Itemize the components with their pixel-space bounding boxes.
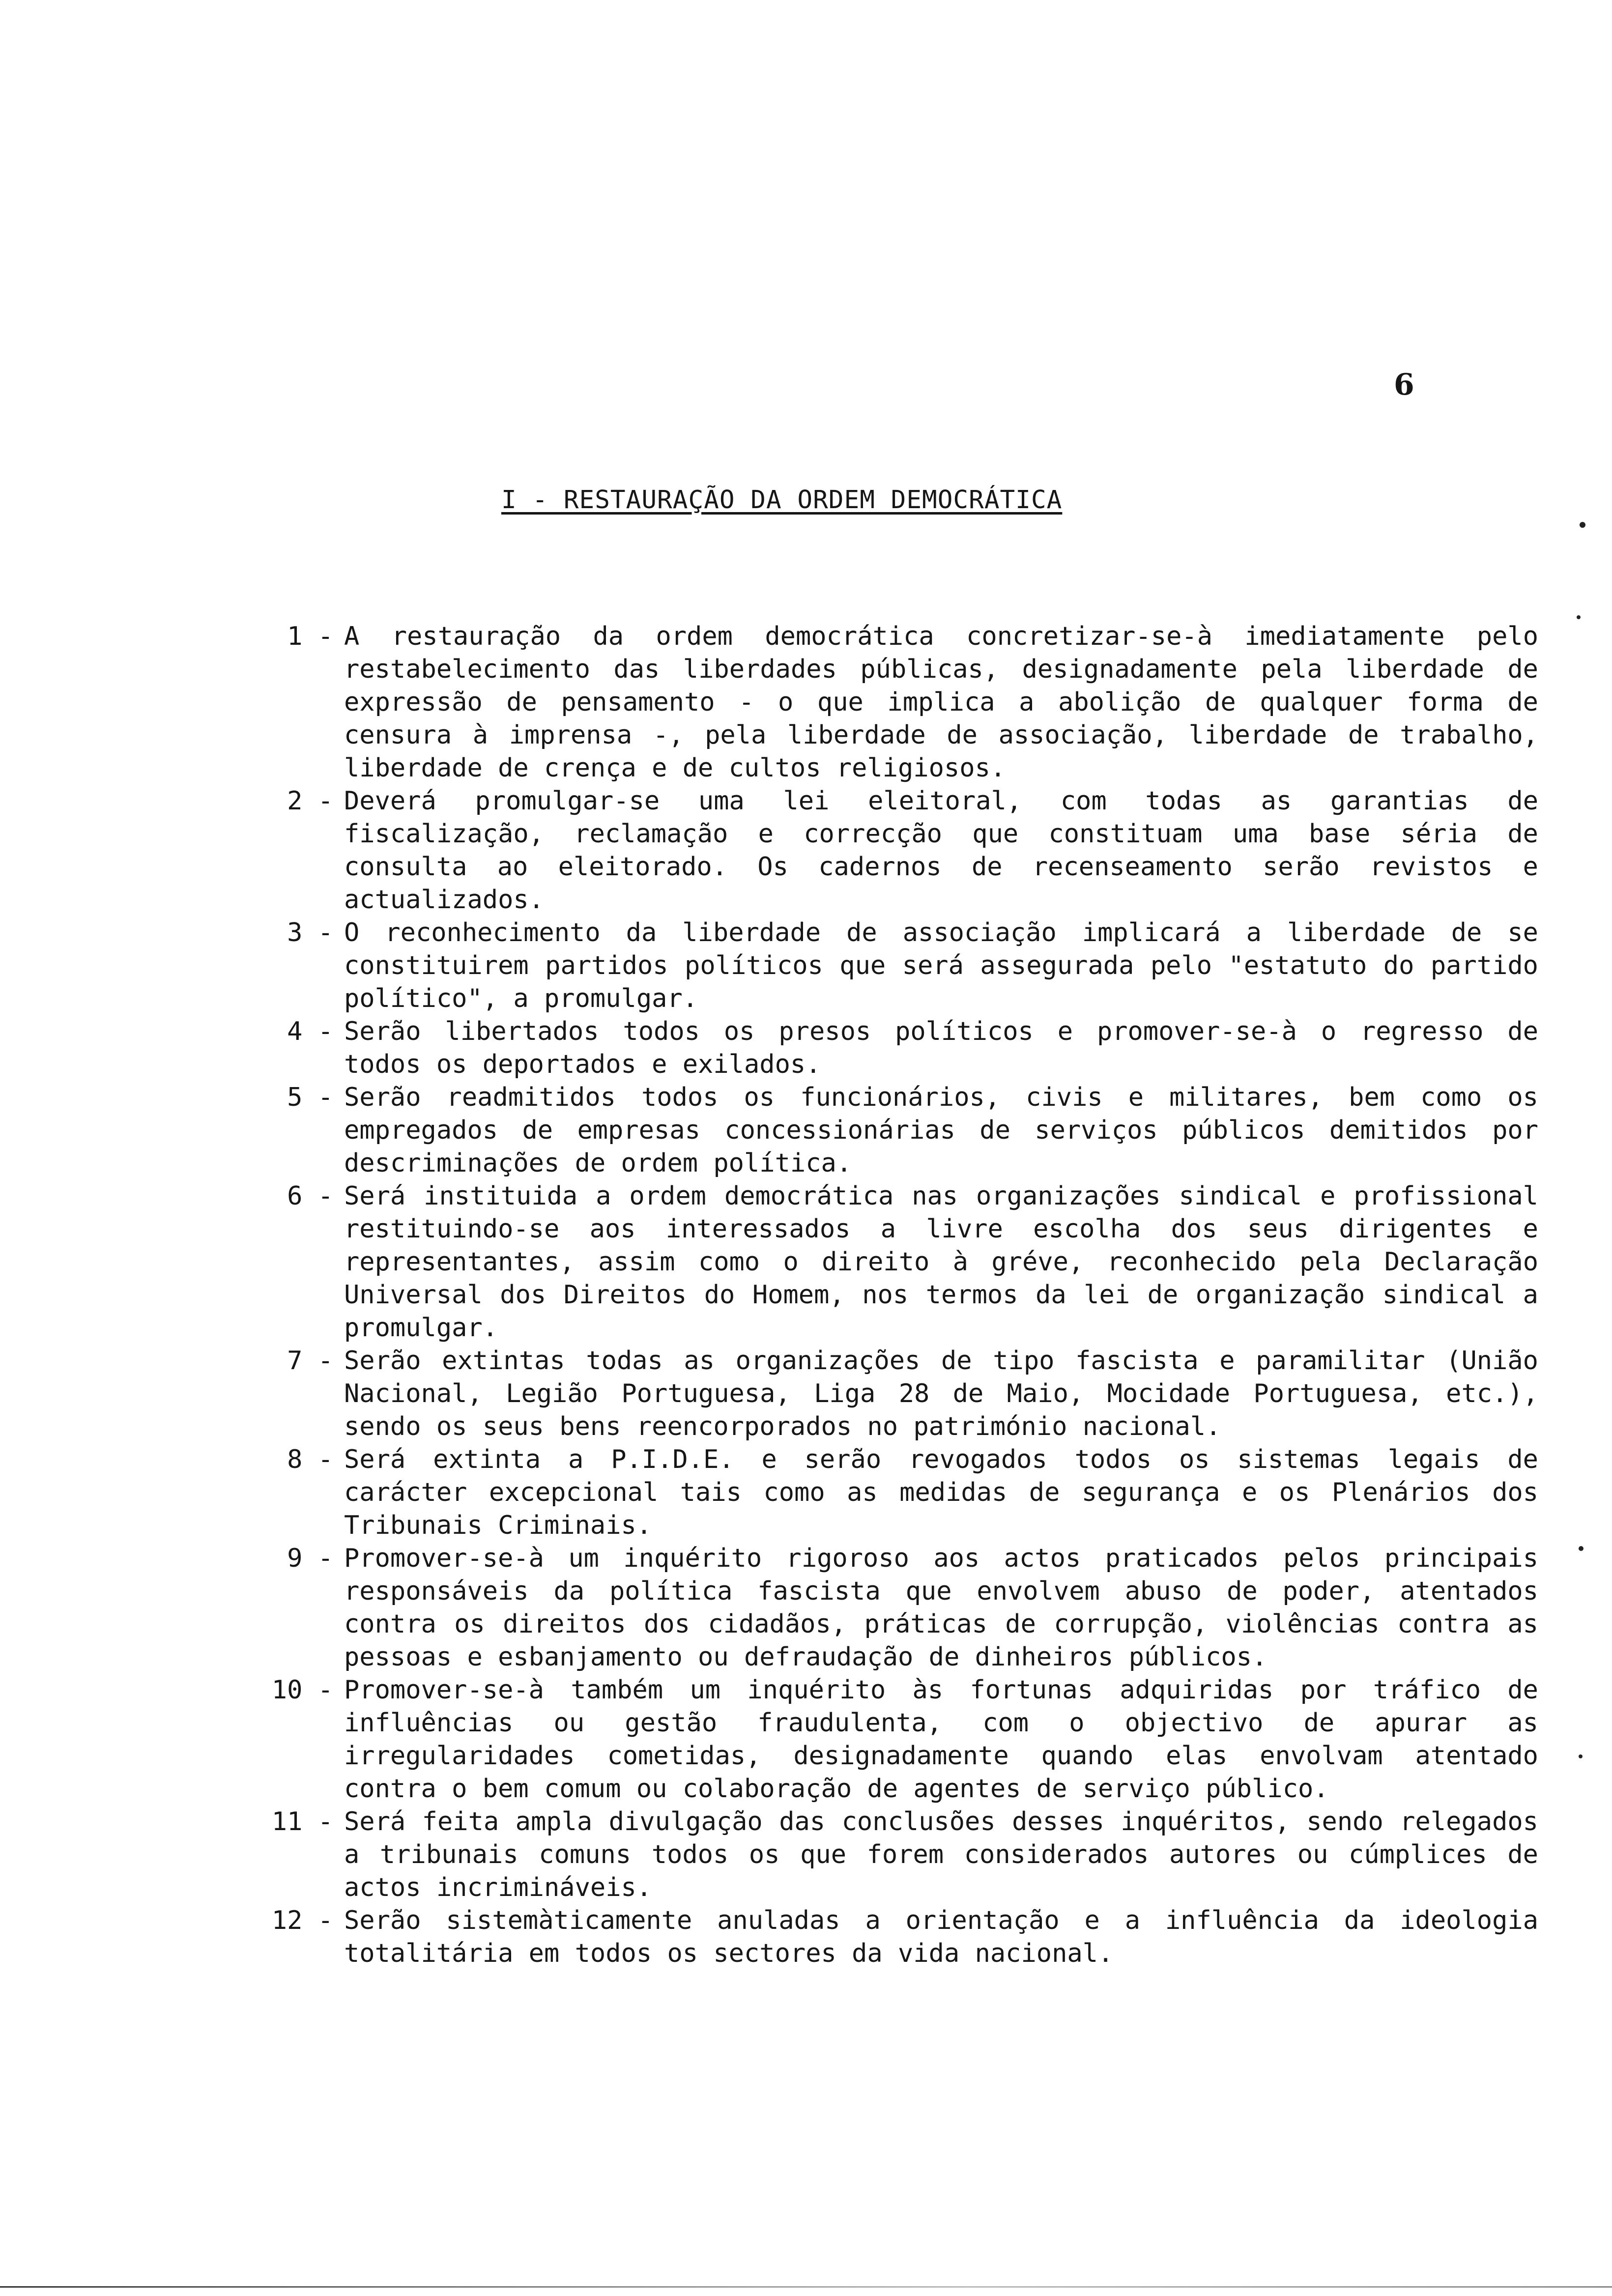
item-text: Serão readmitidos todos os funcionários, civis e militares, bem como os empregados de empresas concessionárias de serviços públicos demitidos por descriminações de ordem política. xyxy=(344,1083,1538,1178)
numbered-list xyxy=(265,620,1538,1970)
list-item xyxy=(265,1015,1538,1081)
document-title: I - RESTAURAÇÃO DA ORDEM DEMOCRÁTICA xyxy=(501,486,1063,515)
item-number: 10 - xyxy=(271,1675,333,1705)
list-item xyxy=(265,1542,1538,1674)
margin-speck xyxy=(1579,1754,1583,1758)
item-number: 4 - xyxy=(287,1017,333,1046)
item-text: Promover-se-à um inquérito rigoroso aos actos praticados pelos principais responsáveis da política fascista que envolvem abuso de poder, atentados contra os direitos dos cidadãos, práticas de corrupção, violências contra as pessoas e esbanjamento ou defraudação de dinheiros públicos. xyxy=(344,1544,1538,1672)
item-number: 12 - xyxy=(271,1906,333,1935)
item-text: Será instituida a ordem democrática nas organizações sindical e profissional restituindo-se aos interessados a livre escolha dos seus dirigentes e representantes, assim como o direito à gréve, reconhecido pela Declaração Universal dos Direitos do Homem, nos termos da lei de organização sindical a promulgar. xyxy=(344,1181,1538,1343)
item-number: 2 - xyxy=(287,786,333,816)
margin-speck xyxy=(1579,1546,1583,1551)
list-item xyxy=(265,1081,1538,1180)
list-item xyxy=(265,620,1538,785)
margin-speck xyxy=(1577,615,1581,619)
item-number: 7 - xyxy=(287,1346,333,1376)
item-number: 9 - xyxy=(287,1544,333,1573)
margin-speck xyxy=(1580,522,1585,528)
page-number: 6 xyxy=(1394,368,1414,402)
item-text: A restauração da ordem democrática concretizar-se-à imediatamente pelo restabelecimento das liberdades públicas, designadamente pela liberdade de expressão de pensamento - o que implica a abolição de qualquer forma de censura à imprensa -, pela liberdade de associação, liberdade de trabalho, liberdade de crença e de cultos religiosos. xyxy=(344,622,1538,783)
item-text: Será feita ampla divulgação das conclusões desses inquéritos, sendo relegados a tribunais comuns todos os que forem considerados autores ou cúmplices de actos incrimináveis. xyxy=(344,1807,1538,1902)
item-number: 3 - xyxy=(287,918,333,947)
item-number: 1 - xyxy=(287,622,333,651)
list-item xyxy=(265,1345,1538,1443)
item-text: Deverá promulgar-se uma lei eleitoral, com todas as garantias de fiscalização, reclamação e correcção que constituam uma base séria de consulta ao eleitorado. Os cadernos de recenseamento serão revistos e actualizados. xyxy=(344,786,1538,915)
item-number: 5 - xyxy=(287,1083,333,1112)
item-text: O reconhecimento da liberdade de associação implicará a liberdade de se constituirem partidos políticos que será assegurada pelo "estatuto do partido político", a promulgar. xyxy=(344,918,1538,1013)
list-item xyxy=(265,917,1538,1015)
page-bottom-edge xyxy=(0,2286,1612,2288)
item-number: 11 - xyxy=(271,1807,333,1837)
item-text: Promover-se-à também um inquérito às fortunas adquiridas por tráfico de influências ou gestão fraudulenta, com o objectivo de apurar as irregularidades cometidas, designadamente quando elas envolvam atentado contra o bem comum ou colaboração de agentes de serviço público. xyxy=(344,1675,1538,1804)
item-number: 6 - xyxy=(287,1181,333,1211)
item-text: Serão libertados todos os presos políticos e promover-se-à o regresso de todos os deportados e exilados. xyxy=(344,1017,1538,1079)
item-number: 8 - xyxy=(287,1445,333,1474)
list-item xyxy=(265,1180,1538,1345)
item-text: Serão sistemàticamente anuladas a orientação e a influência da ideologia totalitária em todos os sectores da vida nacional. xyxy=(344,1906,1538,1968)
list-item xyxy=(265,1443,1538,1542)
list-item xyxy=(265,1806,1538,1904)
list-item xyxy=(265,1674,1538,1806)
list-item xyxy=(265,785,1538,917)
item-text: Serão extintas todas as organizações de tipo fascista e paramilitar (União Nacional, Legião Portuguesa, Liga 28 de Maio, Mocidade Portuguesa, etc.), sendo os seus bens reencorporados no património nacional. xyxy=(344,1346,1538,1441)
list-item xyxy=(265,1904,1538,1970)
item-text: Será extinta a P.I.D.E. e serão revogados todos os sistemas legais de carácter excepcional tais como as medidas de segurança e os Plenários dos Tribunais Criminais. xyxy=(344,1445,1538,1540)
